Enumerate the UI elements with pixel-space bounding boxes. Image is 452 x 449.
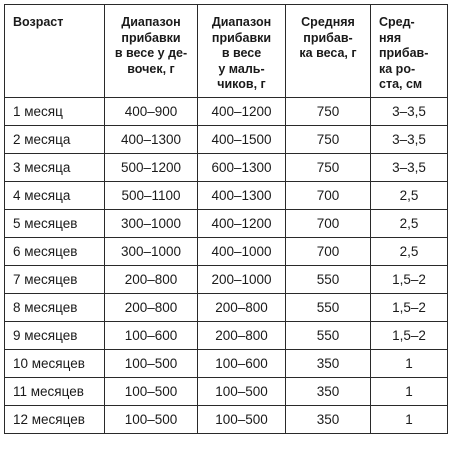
cell-girls-range: 100–500 [105,378,198,406]
header-average-weight-gain [286,5,371,98]
cell-average-weight-gain: 350 [286,350,371,378]
header-row [5,5,448,98]
header-line: Возраст [13,15,64,29]
cell-average-weight-gain: 700 [286,238,371,266]
cell-boys-range: 600–1300 [198,154,286,182]
header-line: в весе у де- [114,46,188,60]
header-age [5,5,105,98]
cell-age: 8 месяцев [5,294,105,322]
table-row [5,378,448,406]
header-average-height-gain [371,5,448,98]
header-line: ка веса, г [299,46,357,60]
cell-average-height-gain: 3–3,5 [371,154,448,182]
cell-boys-range: 100–600 [198,350,286,378]
cell-average-weight-gain: 350 [286,406,371,434]
cell-age: 2 месяца [5,126,105,154]
table-row [5,266,448,294]
cell-boys-range: 100–500 [198,378,286,406]
cell-girls-range: 300–1000 [105,238,198,266]
cell-girls-range: 100–600 [105,322,198,350]
header-line: ка ро- [379,61,416,76]
table-row [5,238,448,266]
header-line: прибав- [379,46,429,60]
cell-boys-range: 400–1200 [198,210,286,238]
header-girls-range [105,5,198,98]
cell-average-height-gain: 1 [371,350,448,378]
cell-average-height-gain: 2,5 [371,238,448,266]
cell-girls-range: 100–500 [105,406,198,434]
cell-boys-range: 400–1200 [198,98,286,126]
cell-average-weight-gain: 550 [286,266,371,294]
cell-age: 3 месяца [5,154,105,182]
cell-average-height-gain: 3–3,5 [371,126,448,154]
weight-gain-table [4,4,448,434]
header-boys-range [198,5,286,98]
header-line: прибавки [211,30,272,45]
cell-average-weight-gain: 750 [286,154,371,182]
cell-age: 12 месяцев [5,406,105,434]
table-row [5,210,448,238]
cell-age: 4 месяца [5,182,105,210]
cell-average-height-gain: 1,5–2 [371,294,448,322]
cell-girls-range: 400–900 [105,98,198,126]
cell-boys-range: 200–1000 [198,266,286,294]
cell-boys-range: 400–1500 [198,126,286,154]
cell-boys-range: 200–800 [198,322,286,350]
cell-average-weight-gain: 550 [286,322,371,350]
cell-girls-range: 200–800 [105,266,198,294]
table-header [5,5,448,98]
cell-average-weight-gain: 700 [286,182,371,210]
cell-average-weight-gain: 750 [286,98,371,126]
cell-age: 5 месяцев [5,210,105,238]
cell-average-height-gain: 1 [371,378,448,406]
table-row [5,350,448,378]
cell-average-height-gain: 1,5–2 [371,322,448,350]
cell-average-weight-gain: 350 [286,378,371,406]
cell-boys-range: 400–1000 [198,238,286,266]
cell-age: 9 месяцев [5,322,105,350]
header-line: прибавки [121,30,181,45]
table-body [5,98,448,434]
cell-boys-range: 400–1300 [198,182,286,210]
cell-age: 7 месяцев [5,266,105,294]
cell-average-height-gain: 1,5–2 [371,266,448,294]
header-line: прибав- [303,30,353,45]
cell-boys-range: 200–800 [198,294,286,322]
header-line: Сред- [379,15,415,29]
cell-girls-range: 200–800 [105,294,198,322]
cell-age: 10 месяцев [5,350,105,378]
cell-average-height-gain: 3–3,5 [371,98,448,126]
cell-average-height-gain: 2,5 [371,182,448,210]
header-line: ста, см [379,77,423,91]
header-line: в весе [221,46,262,60]
cell-average-height-gain: 2,5 [371,210,448,238]
cell-average-weight-gain: 700 [286,210,371,238]
header-line: Диапазон [211,15,272,29]
table-row [5,294,448,322]
table-row [5,406,448,434]
header-line: Диапазон [121,15,181,29]
cell-age: 11 месяцев [5,378,105,406]
header-line: няя [379,30,402,45]
cell-average-weight-gain: 750 [286,126,371,154]
table-row [5,322,448,350]
cell-girls-range: 100–500 [105,350,198,378]
table-row [5,98,448,126]
cell-boys-range: 100–500 [198,406,286,434]
table-row [5,154,448,182]
cell-girls-range: 500–1100 [105,182,198,210]
cell-age: 6 месяцев [5,238,105,266]
cell-girls-range: 400–1300 [105,126,198,154]
cell-age: 1 месяц [5,98,105,126]
header-line: вочек, г [127,61,175,76]
cell-girls-range: 300–1000 [105,210,198,238]
table-row [5,126,448,154]
header-line: чиков, г [217,77,266,91]
header-line: у маль- [218,61,265,76]
header-line: Средняя [301,15,355,29]
cell-average-height-gain: 1 [371,406,448,434]
cell-average-weight-gain: 550 [286,294,371,322]
cell-girls-range: 500–1200 [105,154,198,182]
table-row [5,182,448,210]
